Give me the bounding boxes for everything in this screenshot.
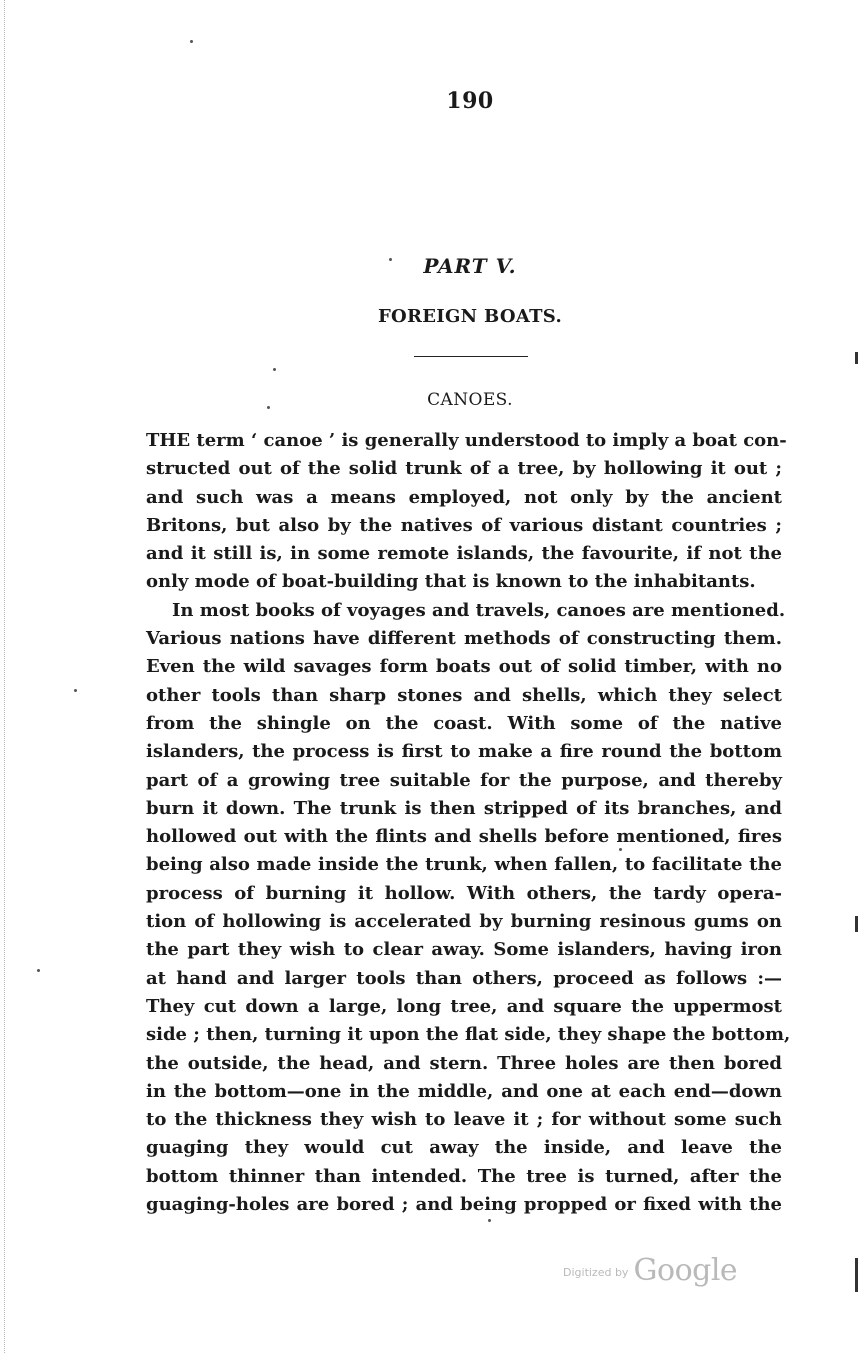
- text-line: bottom thinner than intended. The tree is turned, after the: [146, 1165, 782, 1187]
- heading-rule: [414, 356, 528, 357]
- text-line: and it still is, in some remote islands, the favourite, if not the: [146, 543, 782, 565]
- scan-speck: [267, 406, 270, 409]
- digitized-watermark: [563, 1253, 737, 1288]
- text-line: structed out of the solid trunk of a tree, by hollowing it out ;: [146, 458, 782, 480]
- text-line: side ; then, turning it upon the flat side, they shape the bottom,: [146, 1024, 791, 1046]
- text-line: tion of hollowing is accelerated by burning resinous gums on: [146, 911, 782, 933]
- scan-speck: [389, 258, 392, 261]
- part-heading: PART V.: [423, 254, 517, 278]
- google-logo: Google: [633, 1253, 738, 1288]
- scan-edge-mark: [855, 916, 858, 932]
- text-line: in the bottom—one in the middle, and one at each end—down: [146, 1080, 782, 1102]
- scan-edge-mark: [855, 1258, 858, 1292]
- text-line: other tools than sharp stones and shells, which they select: [146, 684, 782, 706]
- text-line: at hand and larger tools than others, proceed as follows :—: [146, 967, 782, 989]
- text-line: guaging they would cut away the inside, and leave the: [146, 1137, 782, 1159]
- text-line: being also made inside the trunk, when fallen, to facilitate the: [146, 854, 782, 876]
- scan-speck: [37, 969, 40, 972]
- text-line: part of a growing tree suitable for the purpose, and thereby: [146, 769, 782, 791]
- section-heading: FOREIGN BOATS.: [377, 306, 563, 327]
- scan-speck: [488, 1219, 491, 1222]
- text-line: to the thickness they wish to leave it ; for without some such: [146, 1109, 782, 1131]
- text-line: guaging-holes are bored ; and being propped or fixed with the: [146, 1194, 782, 1216]
- text-line: the outside, the head, and stern. Three holes are then bored: [146, 1052, 782, 1074]
- subsection-heading: CANOES.: [427, 390, 513, 410]
- text-line: and such was a means employed, not only by the ancient: [146, 486, 782, 508]
- text-line: hollowed out with the flints and shells before mentioned, fires: [146, 826, 782, 848]
- text-line: burn it down. The trunk is then stripped of its branches, and: [146, 797, 782, 819]
- text-line: THE term ‘ canoe ’ is generally understood to imply a boat con-: [146, 430, 787, 451]
- page-number: 190: [446, 88, 494, 114]
- text-line: Various nations have different methods of constructing them.: [146, 628, 782, 650]
- text-line: They cut down a large, long tree, and square the uppermost: [146, 995, 782, 1017]
- watermark-prefix: Digitized by: [563, 1266, 629, 1279]
- text-line: the part they wish to clear away. Some islanders, having iron: [146, 939, 782, 961]
- scan-speck: [74, 689, 77, 692]
- text-line: Britons, but also by the natives of various distant countries ;: [146, 514, 782, 536]
- text-line: from the shingle on the coast. With some of the native: [146, 712, 782, 734]
- text-line: Even the wild savages form boats out of solid timber, with no: [146, 656, 782, 678]
- scan-speck: [190, 40, 193, 43]
- text-line: only mode of boat-building that is known to the inhabitants.: [146, 571, 756, 593]
- text-line: process of burning it hollow. With others, the tardy opera-: [146, 882, 782, 904]
- text-line: islanders, the process is first to make a fire round the bottom: [146, 741, 782, 763]
- page-edge: [4, 0, 6, 1353]
- scan-edge-mark: [855, 352, 858, 364]
- text-line: In most books of voyages and travels, canoes are mentioned.: [172, 599, 786, 621]
- body-text: [146, 427, 791, 1219]
- scan-speck: [619, 848, 622, 851]
- scan-speck: [273, 368, 276, 371]
